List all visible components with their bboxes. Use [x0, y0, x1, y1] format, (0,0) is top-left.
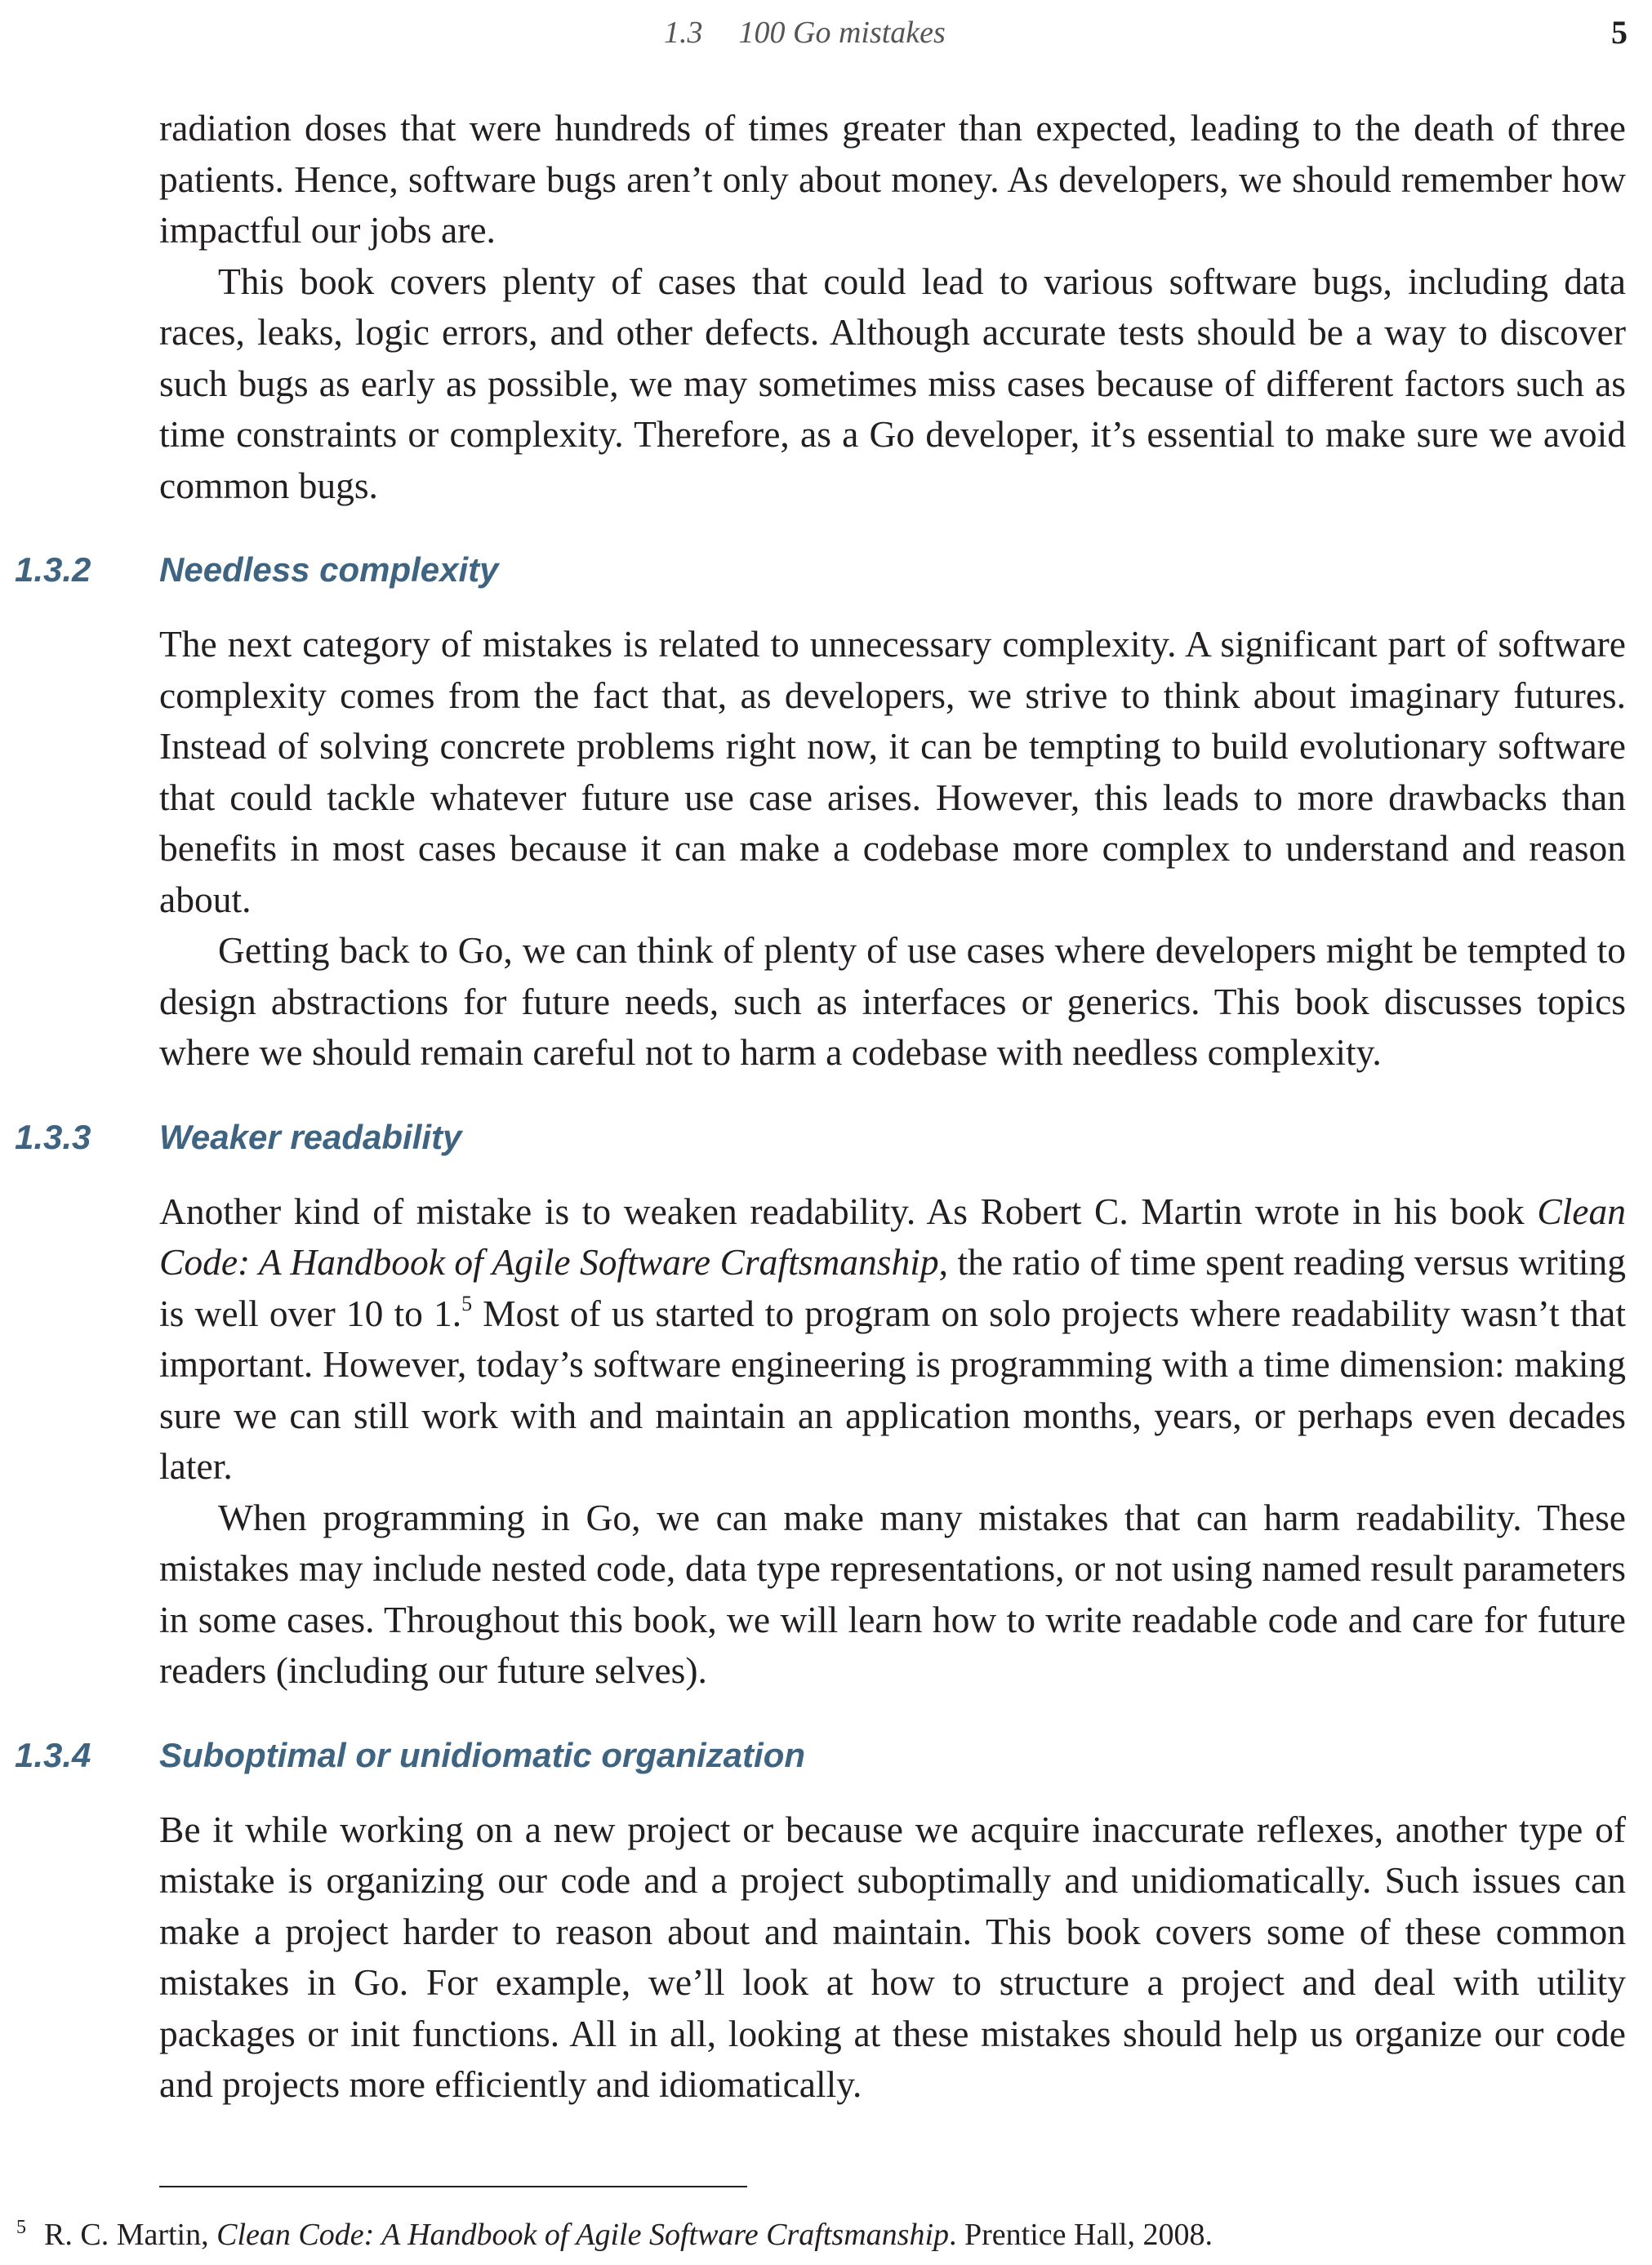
body-paragraph: Getting back to Go, we can think of plenty of use cases where developers might be tempted to design abstractions for future needs, such as interfaces or generics. This book discusses topics where we should remain careful not to harm a codebase with needless complexity.	[159, 929, 1626, 1073]
footnote-book-title: Clean Code: A Handbook of Agile Software Craftsmanship	[216, 2218, 950, 2252]
text-run: Most of us started to program on solo projects where readability wasn’t that important. However, today’s software engineering is programming with a time dimension: making sure we can still work with and maintain an application months, years, or perhaps even decades later.	[159, 1292, 1626, 1487]
page-content	[15, 103, 1626, 2111]
footnote	[16, 2214, 1213, 2260]
body-paragraph: When programming in Go, we can make many mistakes that can harm readability. These mistakes may include nested code, data type representations, or not using named result parameters in some cases. Throughout this book, we will learn how to write readable code and care for future readers (including our future selves).	[159, 1496, 1626, 1691]
body-paragraph: The next category of mistakes is related to unnecessary complexity. A significant part of software complexity comes from the fact that, as developers, we strive to think about imaginary futures. Instead of solving concrete problems right now, it can be tempting to build evolutionary software that could tackle whatever future use case arises. However, this leads to more drawbacks than benefits in most cases because it can make a codebase more complex to understand and reason about.	[159, 623, 1626, 920]
section-ref: 1.3	[664, 16, 703, 50]
page-number: 5	[1611, 14, 1628, 51]
book-reference: Clean Code: A Handbook of Agile Software Craftsmanship	[159, 1190, 1626, 1283]
footnote-mark: 5	[16, 2217, 26, 2238]
section-title: Needless complexity	[159, 550, 499, 589]
footnote-reference[interactable]: 5	[461, 1292, 473, 1316]
body-paragraph: This book covers plenty of cases that could lead to various software bugs, including data races, leaks, logic errors, and other defects. Although accurate tests should be a way to discover such bugs as early as possible, we may sometimes miss cases because of different factors such as time constraints or complexity. Therefore, as a Go developer, it’s essential to make sure we avoid common bugs.	[159, 260, 1626, 506]
section-number: 1.3.2	[15, 550, 91, 589]
section-heading	[15, 1731, 1626, 1780]
body-paragraph: Be it while working on a new project or because we acquire inaccurate reflexes, another type of mistake is organizing our code and a project suboptimally and unidiomatically. Such issues can make a project harder to reason about and maintain. This book covers some of these common mistakes in Go. For example, we’ll look at how to structure a project and deal with utility packages or init functions. All in all, looking at these mistakes should help us organize our code and projects more efficiently and idiomatically.	[159, 1808, 1626, 2105]
text-run: Another kind of mistake is to weaken readability. As Robert C. Martin wrote in his book	[159, 1190, 1538, 1232]
footnote-publisher: . Prentice Hall, 2008.	[949, 2218, 1213, 2252]
running-header	[0, 8, 1652, 57]
body-paragraph: radiation doses that were hundreds of times greater than expected, leading to the death of three patients. Hence, software bugs aren’t only about money. As developers, we should remember how impactful our jobs are.	[159, 107, 1626, 251]
footnote-author: R. C. Martin,	[44, 2218, 217, 2252]
section-heading	[15, 545, 1626, 594]
section-title: Weaker readability	[159, 1117, 462, 1156]
section-title: Suboptimal or unidiomatic organization	[159, 1735, 806, 1774]
body-paragraph	[159, 1186, 1626, 1493]
running-title	[664, 8, 946, 57]
section-heading	[15, 1113, 1626, 1162]
section-number: 1.3.4	[15, 1735, 91, 1774]
text-run: , the ratio of time spent reading versus writing is well over 10 to 1.	[159, 1241, 1626, 1334]
book-title: 100 Go mistakes	[738, 16, 946, 50]
section-number: 1.3.3	[15, 1117, 91, 1156]
footnote-divider	[159, 2186, 747, 2187]
